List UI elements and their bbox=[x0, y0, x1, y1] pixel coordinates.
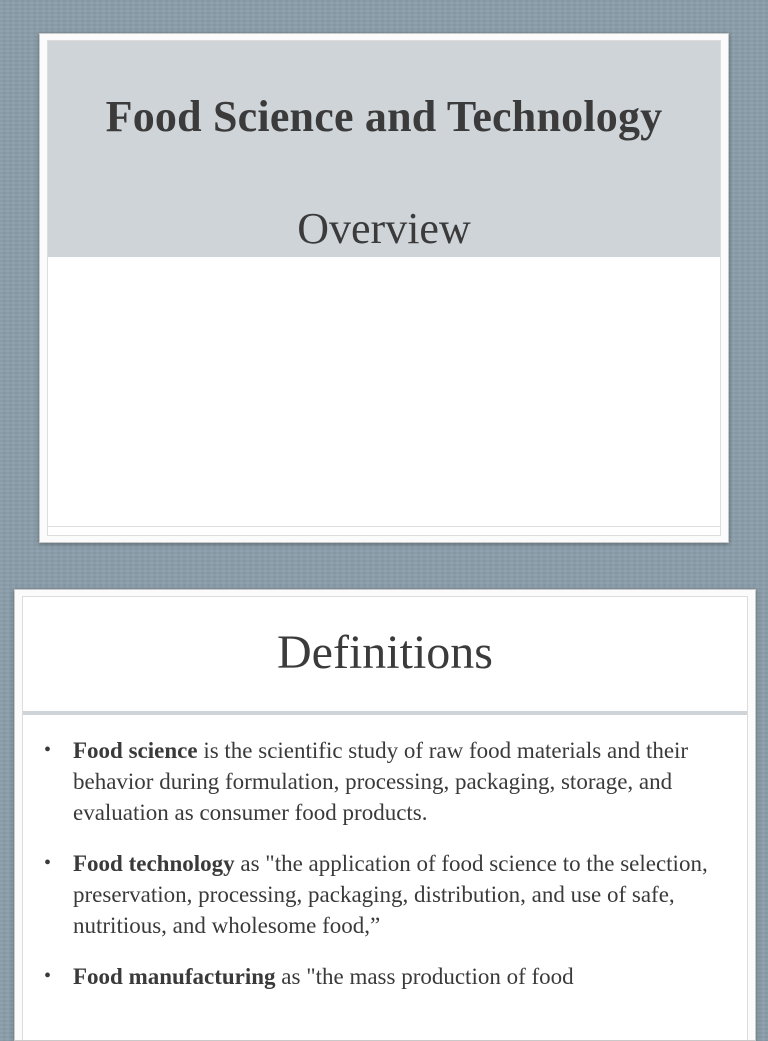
definition-term: Food science bbox=[73, 738, 198, 763]
title-divider bbox=[23, 711, 747, 715]
definitions-slide-frame bbox=[22, 596, 748, 1040]
slide-subtitle: Overview bbox=[297, 204, 471, 253]
bullet-icon: • bbox=[44, 852, 52, 874]
title-slide bbox=[39, 33, 729, 543]
bullet-icon: • bbox=[44, 739, 52, 761]
definition-term: Food technology bbox=[73, 851, 235, 876]
footer-divider bbox=[48, 526, 720, 527]
list-item bbox=[41, 735, 723, 828]
list-item bbox=[41, 848, 723, 941]
bullet-icon: • bbox=[44, 965, 52, 987]
definition-text: as "the application of food science to the selection, preservation, processing, packaging, distribution, and use of safe, nutritious, and wholesome food,” bbox=[73, 851, 708, 938]
definitions-list bbox=[41, 735, 723, 1012]
definition-term: Food manufacturing bbox=[73, 964, 276, 989]
definition-text: as "the mass production of food bbox=[275, 964, 574, 989]
slide-title: Food Science and Technology bbox=[105, 92, 663, 141]
definitions-slide bbox=[14, 589, 756, 1041]
title-slide-frame bbox=[47, 40, 721, 536]
title-band bbox=[48, 41, 720, 257]
definitions-title: Definitions bbox=[277, 626, 493, 679]
definition-text: is the scientific study of raw food materials and their behavior during formulation, processing, packaging, storage, and evaluation as consumer food products. bbox=[73, 738, 689, 825]
list-item bbox=[41, 961, 723, 992]
